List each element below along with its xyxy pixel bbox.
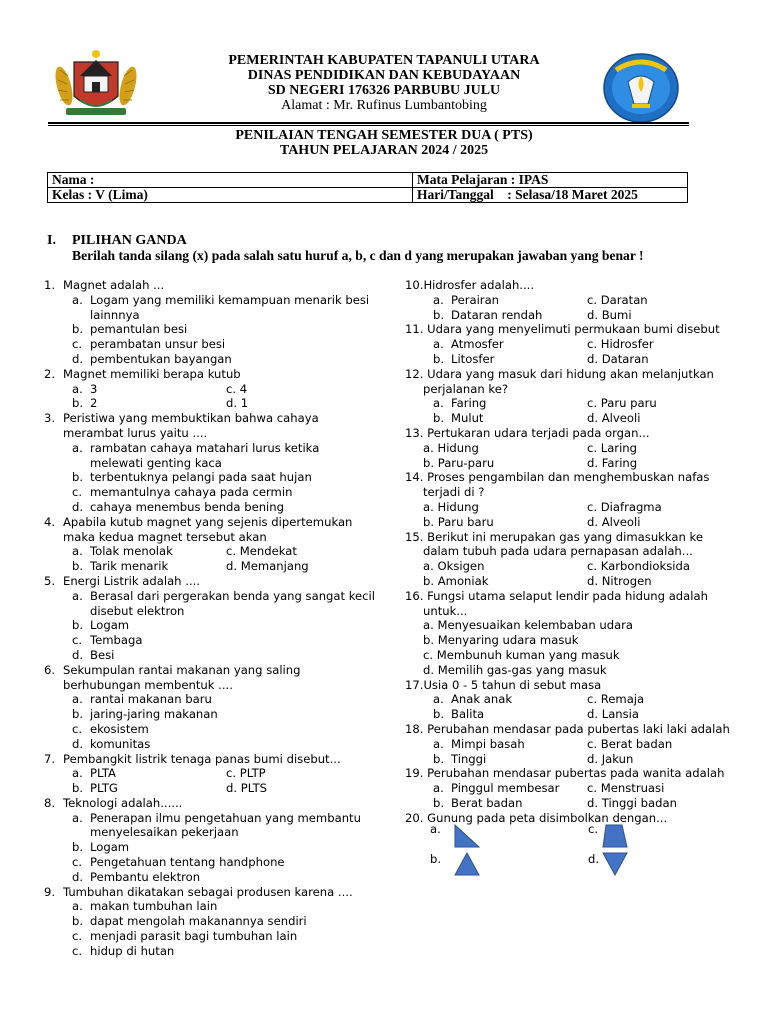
option-text: c. Hidrosfer (587, 337, 654, 352)
question-line (405, 337, 725, 352)
question-line (44, 855, 384, 870)
option-text: PLTA (90, 766, 116, 781)
option-letter: a. (72, 440, 83, 455)
question-text: 11. Udara yang menyelimuti permukaan bumi disebut (405, 322, 720, 337)
question-text: Pembangkit listrik tenaga panas bumi disebut... (63, 751, 341, 766)
option-text: c. Menstruasi (587, 781, 665, 796)
option-text: Logam (90, 840, 130, 855)
option-letter: d. (72, 736, 84, 751)
header-divider (48, 122, 689, 124)
option-letter: a. (433, 396, 444, 411)
question-text: 14. Proses pengambilan dan menghembuskan nafas (405, 470, 710, 485)
question-line (44, 766, 384, 781)
option-letter: b. (433, 751, 445, 766)
question-number: 2. (44, 366, 56, 381)
question-number: 7. (44, 751, 56, 766)
question-text: dalam tubuh pada udara pernapasan adalah... (423, 544, 693, 559)
question-number: 8. (44, 795, 56, 810)
option-letter: b. (72, 470, 84, 485)
header-divider-thin (48, 125, 689, 126)
question-number: 3. (44, 411, 56, 426)
header-line-government: PEMERINTAH KABUPATEN TAPANULI UTARA (228, 53, 540, 68)
question-line (44, 678, 384, 693)
option-letter: a. (433, 781, 444, 796)
option-text: Berat badan (451, 795, 523, 810)
option-text: pemantulan besi (90, 322, 188, 337)
option-letter: b. (72, 914, 84, 929)
option-letter: a. (72, 692, 83, 707)
question-text: 10.Hidrosfer adalah.... (405, 278, 535, 292)
right-triangle-symbol (454, 824, 480, 848)
q20-option-d-label: d. (588, 852, 600, 866)
option-letter: b. (433, 351, 445, 366)
question-line (405, 766, 725, 781)
option-text: dapat mengolah makanannya sendiri (90, 914, 307, 929)
option-text: Litosfer (451, 351, 495, 366)
up-triangle-symbol (454, 852, 480, 876)
option-letter: a. (72, 292, 83, 307)
option-letter: b. (433, 707, 445, 722)
question-line (44, 589, 384, 604)
option-letter: b. (72, 322, 84, 337)
question-line (405, 589, 725, 604)
option-letter: c. (72, 721, 83, 736)
right-question-column (405, 278, 730, 825)
option-text: 3 (90, 381, 98, 396)
question-line (405, 470, 725, 485)
option-text: disebut elektron (90, 603, 185, 618)
option-text: Berasal dari pergerakan benda yang sangat kecil (90, 588, 375, 603)
option-letter: b. (433, 307, 445, 322)
question-line (405, 633, 725, 648)
option-text: rantai makanan baru (90, 692, 212, 707)
option-text: perambatan unsur besi (90, 337, 226, 352)
question-text: Teknologi adalah...... (63, 795, 183, 810)
student-info-table (47, 172, 688, 203)
question-line (405, 411, 725, 426)
question-line (405, 293, 725, 308)
option-text: terbentuknya pelangi pada saat hujan (90, 470, 312, 485)
option-text: Pinggul membesar (451, 781, 560, 796)
option-text: d. Nitrogen (587, 573, 652, 588)
question-line (44, 929, 384, 944)
question-line (405, 559, 725, 574)
question-text: 13. Pertukaran udara terjadi pada organ... (405, 425, 650, 440)
question-line (44, 840, 384, 855)
question-line (405, 692, 725, 707)
question-line (44, 885, 384, 900)
question-line (44, 737, 384, 752)
header-line-school: SD NEGERI 176326 PARBUBU JULU (267, 83, 501, 98)
question-line (44, 530, 384, 545)
option-text: Perairan (451, 292, 500, 307)
option-text: lainnnya (90, 307, 140, 322)
question-line (405, 721, 730, 737)
option-text: Tembaga (90, 633, 143, 648)
question-text: 18. Perubahan mendasar pada pubertas laki laki adalah (405, 721, 730, 736)
option-text: Faring (451, 396, 487, 411)
question-line (405, 781, 725, 796)
option-text: Logam yang memiliki kemampuan menarik besi (90, 292, 370, 307)
option-text: d. Dataran (587, 351, 649, 366)
option-text: d. Alveoli (587, 411, 641, 426)
question-line (44, 633, 384, 648)
question-text: Energi Listrik adalah .... (63, 573, 200, 588)
question-line (44, 618, 384, 633)
question-text: Magnet memiliki berapa kutub (63, 366, 241, 381)
question-line (405, 308, 725, 323)
question-text: 17.Usia 0 - 5 tahun di sebut masa (405, 677, 602, 692)
option-text: Tinggi (451, 751, 487, 766)
option-letter: b. (72, 396, 84, 411)
name-field[interactable]: Nama : (48, 173, 413, 188)
question-text: merambat lurus yaitu .... (63, 425, 208, 440)
question-line (405, 737, 725, 752)
option-letter: d. (72, 647, 84, 662)
question-line (44, 722, 384, 737)
question-line (405, 352, 725, 367)
option-text: Mulut (451, 411, 484, 426)
question-number: 5. (44, 573, 56, 588)
option-text: ekosistem (90, 721, 149, 736)
question-line (405, 382, 725, 397)
option-text: d. Alveoli (587, 514, 641, 529)
question-line (44, 870, 384, 885)
option-text: d. Tinggi badan (587, 795, 677, 810)
option-text: Pengetahuan tentang handphone (90, 855, 285, 870)
option-text: Penerapan ilmu pengetahuan yang membantu (90, 810, 361, 825)
option-text: rambatan cahaya matahari lurus ketika (90, 440, 320, 455)
option-letter: a. (72, 381, 83, 396)
q20-option-a-label: a. (430, 822, 441, 836)
option-text: Dataran rendah (451, 307, 543, 322)
question-line (405, 648, 725, 663)
option-text: c. Berat badan (587, 736, 673, 751)
option-letter: d. (72, 351, 84, 366)
subject-field: Mata Pelajaran : IPAS (413, 173, 688, 188)
option-letter: d. (72, 499, 84, 514)
question-text: untuk... (423, 603, 468, 618)
option-letter: a. (433, 736, 444, 751)
question-line (44, 692, 384, 707)
option-text: makan tumbuhan lain (90, 899, 218, 914)
option-text: jaring-jaring makanan (90, 707, 218, 722)
option-text: d. Faring (587, 455, 638, 470)
option-text: c. Remaja (587, 692, 645, 707)
section-title: PILIHAN GANDA (72, 233, 187, 248)
question-line (44, 574, 384, 589)
question-line (44, 411, 384, 426)
option-text: d. Lansia (587, 707, 640, 722)
option-text: melewati genting kaca (90, 455, 222, 470)
question-line (405, 574, 725, 589)
question-line (44, 899, 384, 914)
option-text: cahaya menembus benda bening (90, 499, 284, 514)
option-letter: c. (72, 929, 83, 944)
option-text: c. Diafragma (587, 499, 662, 514)
option-letter: c. (72, 337, 83, 352)
option-letter: a. (72, 544, 83, 559)
question-line (44, 944, 384, 959)
option-letter: d. (72, 869, 84, 884)
question-line (405, 811, 725, 826)
trapezoid-symbol (602, 824, 628, 848)
option-text: Logam (90, 618, 130, 633)
option-letter: a. (433, 292, 444, 307)
option-text: a. Hidung (423, 499, 479, 514)
option-text: c. Karbondioksida (587, 559, 690, 574)
question-line (44, 663, 384, 678)
question-text: maka kedua magnet tersebut akan (63, 529, 267, 544)
option-text: menjadi parasit bagi tumbuhan lain (90, 929, 298, 944)
question-text: 19. Perubahan mendasar pubertas pada wanita adalah (405, 766, 725, 781)
down-triangle-symbol (602, 852, 628, 876)
question-text: Apabila kutub magnet yang sejenis dipertemukan (63, 514, 353, 529)
question-line (405, 456, 725, 471)
question-text: 15. Berikut ini merupakan gas yang dimasukkan ke (405, 529, 703, 544)
option-letter: c. (72, 943, 83, 958)
question-line (44, 382, 384, 397)
option-letter: b. (72, 707, 84, 722)
option-text: Anak anak (451, 692, 513, 707)
option-text: d. Jakun (587, 751, 634, 766)
question-line (44, 781, 384, 796)
question-text: Tumbuhan dikatakan sebagai produsen karena .... (63, 884, 353, 899)
option-text: Atmosfer (451, 337, 504, 352)
option-text: 2 (90, 396, 98, 411)
question-number: 9. (44, 884, 56, 899)
question-line (44, 396, 384, 411)
option-text: c. Mendekat (226, 544, 297, 559)
option-letter: a. (72, 899, 83, 914)
option-text: Tarik menarik (90, 559, 169, 574)
question-line (405, 752, 725, 767)
question-text: Sekumpulan rantai makanan yang saling (63, 662, 301, 677)
question-line (405, 515, 725, 530)
question-line (405, 618, 725, 633)
question-line (44, 470, 384, 485)
option-text: c. 4 (226, 381, 248, 396)
question-line (405, 678, 725, 693)
question-line (405, 441, 725, 456)
question-line (44, 426, 384, 441)
question-text: perjalanan ke? (423, 381, 508, 396)
question-text: 12. Udara yang masuk dari hidung akan melanjutkan (405, 366, 714, 381)
option-letter: a. (72, 810, 83, 825)
question-line (405, 367, 725, 382)
exam-year: TAHUN PELAJARAN 2024 / 2025 (279, 143, 489, 158)
option-text: d. PLTS (226, 781, 268, 796)
question-line (44, 352, 384, 367)
option-letter: c. (72, 633, 83, 648)
question-line (44, 456, 384, 471)
option-text: a. Oksigen (423, 559, 485, 574)
option-text: Balita (451, 707, 485, 722)
option-letter: b. (72, 618, 84, 633)
question-line (44, 441, 384, 456)
option-text: b. Paru baru (423, 514, 494, 529)
question-line (44, 500, 384, 515)
question-line (405, 426, 725, 441)
option-text: pembentukan bayangan (90, 351, 232, 366)
option-text: memantulnya cahaya pada cermin (90, 485, 293, 500)
question-line (44, 322, 384, 337)
option-text: b. Amoniak (423, 573, 489, 588)
question-line (44, 337, 384, 352)
header-line-department: DINAS PENDIDIKAN DAN KEBUDAYAAN (247, 68, 521, 83)
option-text: menyelesaikan pekerjaan (90, 825, 239, 840)
option-text: c. Membunuh kuman yang masuk (423, 647, 620, 662)
option-text: Pembantu elektron (90, 869, 201, 884)
question-line (405, 604, 725, 619)
left-question-column (44, 278, 384, 959)
option-text: Besi (90, 647, 115, 662)
option-text: c. Laring (587, 440, 638, 455)
question-line (405, 485, 725, 500)
option-text: PLTG (90, 781, 118, 796)
class-field: Kelas : V (Lima) (48, 188, 413, 203)
section-instruction: Berilah tanda silang (x) pada salah satu huruf a, b, c dan d yang merupakan jawaban yang benar ! (72, 248, 644, 263)
date-field: Hari/Tanggal : Selasa/18 Maret 2025 (413, 188, 688, 203)
question-line (44, 559, 384, 574)
question-text: Peristiwa yang membuktikan bahwa cahaya (63, 411, 319, 426)
question-line (44, 308, 384, 323)
option-text: b. Menyaring udara masuk (423, 633, 579, 648)
question-line (405, 796, 725, 811)
question-line (405, 530, 725, 545)
option-text: Mimpi basah (451, 736, 525, 751)
option-text: c. PLTP (226, 766, 266, 781)
question-line (44, 796, 384, 811)
question-line (44, 485, 384, 500)
option-text: hidup di hutan (90, 943, 175, 958)
question-line (44, 278, 384, 293)
question-line (44, 811, 384, 826)
question-line (405, 544, 725, 559)
question-text: terjadi di ? (423, 485, 485, 500)
question-line (405, 707, 725, 722)
question-line (44, 648, 384, 663)
question-line (44, 914, 384, 929)
option-text: a. Hidung (423, 440, 479, 455)
question-line (44, 293, 384, 308)
option-text: c. Daratan (587, 292, 648, 307)
option-text: Tolak menolak (90, 544, 173, 559)
option-letter: b. (433, 411, 445, 426)
question-text: 16. Fungsi utama selaput lendir pada hidung adalah (405, 588, 708, 603)
question-line (44, 604, 384, 619)
option-text: d. Memilih gas-gas yang masuk (423, 662, 607, 677)
option-letter: b. (433, 795, 445, 810)
question-number: 4. (44, 514, 56, 529)
question-line (405, 663, 725, 678)
option-letter: c. (72, 485, 83, 500)
question-line (44, 825, 384, 840)
question-text: 20. Gunung pada peta disimbolkan dengan... (405, 810, 668, 825)
q20-option-b-label: b. (430, 852, 442, 866)
question-line (405, 396, 725, 411)
option-text: a. Menyesuaikan kelembaban udara (423, 618, 634, 633)
option-text: d. Memanjang (226, 559, 309, 574)
header-address: Alamat : Mr. Rufinus Lumbantobing (281, 98, 487, 113)
option-letter: a. (433, 692, 444, 707)
question-number: 6. (44, 662, 56, 677)
option-text: b. Paru-paru (423, 455, 495, 470)
question-line (405, 278, 725, 293)
question-line (405, 322, 725, 337)
option-letter: b. (72, 840, 84, 855)
option-letter: a. (433, 337, 444, 352)
option-letter: b. (72, 781, 84, 796)
question-text: Magnet adalah ... (63, 278, 165, 292)
option-letter: a. (72, 766, 83, 781)
question-line (44, 707, 384, 722)
option-text: komunitas (90, 736, 151, 751)
question-number: 1. (44, 278, 56, 292)
option-text: d. Bumi (587, 307, 632, 322)
option-letter: b. (72, 559, 84, 574)
option-text: c. Paru paru (587, 396, 657, 411)
question-line (44, 515, 384, 530)
exam-title: PENILAIAN TENGAH SEMESTER DUA ( PTS) (235, 128, 533, 143)
question-line (405, 500, 725, 515)
question-line (44, 752, 384, 767)
question-line (44, 544, 384, 559)
q20-option-c-label: c. (588, 822, 599, 836)
section-number: I. (47, 233, 56, 248)
option-letter: a. (72, 588, 83, 603)
question-text: berhubungan membentuk .... (63, 677, 233, 692)
option-letter: c. (72, 855, 83, 870)
question-line (44, 367, 384, 382)
option-text: d. 1 (226, 396, 249, 411)
